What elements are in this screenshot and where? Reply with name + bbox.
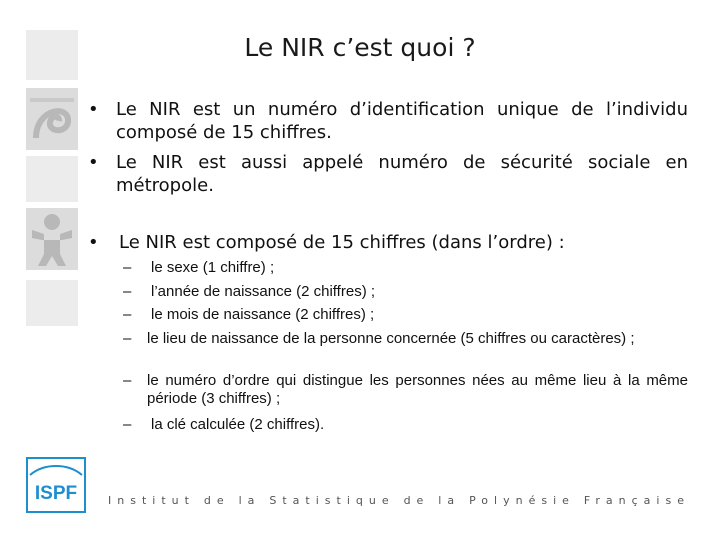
sub-item-text: l’année de naissance (2 chiffres) ; bbox=[151, 283, 376, 300]
logo-text: ISPF bbox=[34, 483, 78, 504]
bullet-marker: • bbox=[88, 99, 99, 120]
footer-word: Française bbox=[583, 494, 690, 507]
bullet-text: Le NIR est composé de 15 chiffres (dans l’ordre) : bbox=[119, 232, 565, 253]
bullet-text: Le NIR est aussi appelé numéro de sécurité sociale en métropole. bbox=[116, 152, 688, 196]
ispf-logo bbox=[24, 455, 88, 515]
sub-item-text: le lieu de naissance de la personne concernée (5 chiffres ou caractères) ; bbox=[147, 330, 635, 347]
footer-word: Statistique bbox=[269, 494, 395, 507]
bullet-item bbox=[88, 98, 688, 144]
side-strip-mid bbox=[26, 156, 78, 202]
side-strip-figure bbox=[26, 208, 78, 270]
side-strip-spiral bbox=[26, 88, 78, 150]
bullet-marker: • bbox=[88, 152, 99, 173]
bullet-item-main bbox=[88, 231, 679, 254]
sub-list-item bbox=[123, 306, 688, 324]
footer-institution-name bbox=[108, 494, 690, 507]
sub-list-item bbox=[123, 372, 688, 408]
dash-marker: – bbox=[123, 330, 132, 347]
slide-title: Le NIR c’est quoi ? bbox=[244, 33, 476, 62]
tiki-figure-icon bbox=[26, 208, 78, 270]
sub-list-item bbox=[123, 259, 688, 277]
footer-word: la bbox=[238, 494, 261, 507]
ispf-logo-icon bbox=[24, 455, 88, 515]
sub-list-item bbox=[123, 416, 688, 434]
footer-word: Polynésie bbox=[469, 494, 575, 507]
sub-item-text: le mois de naissance (2 chiffres) ; bbox=[151, 306, 375, 323]
spiral-motif-icon bbox=[26, 88, 78, 150]
side-strip-bottom bbox=[26, 280, 78, 326]
sub-list-item bbox=[123, 330, 688, 348]
dash-marker: – bbox=[123, 306, 132, 323]
footer-word: Institut bbox=[108, 494, 195, 507]
footer-word: de bbox=[203, 494, 230, 507]
bullet-text: Le NIR est un numéro d’identification unique de l’individu composé de 15 chiffres. bbox=[116, 99, 688, 143]
dash-marker: – bbox=[123, 416, 132, 433]
sub-item-text: la clé calculée (2 chiffres). bbox=[151, 416, 325, 433]
bullet-marker: • bbox=[88, 232, 99, 253]
sub-list-item bbox=[123, 283, 688, 301]
dash-marker: – bbox=[123, 259, 132, 276]
bullet-item bbox=[88, 151, 688, 197]
footer-word: de bbox=[403, 494, 430, 507]
dash-marker: – bbox=[123, 372, 132, 389]
sub-item-text: le sexe (1 chiffre) ; bbox=[151, 259, 275, 276]
sub-item-text: le numéro d’ordre qui distingue les personnes nées au même lieu à la même période (3 chiffres) ; bbox=[147, 372, 688, 407]
dash-marker: – bbox=[123, 283, 132, 300]
footer-word: la bbox=[438, 494, 461, 507]
